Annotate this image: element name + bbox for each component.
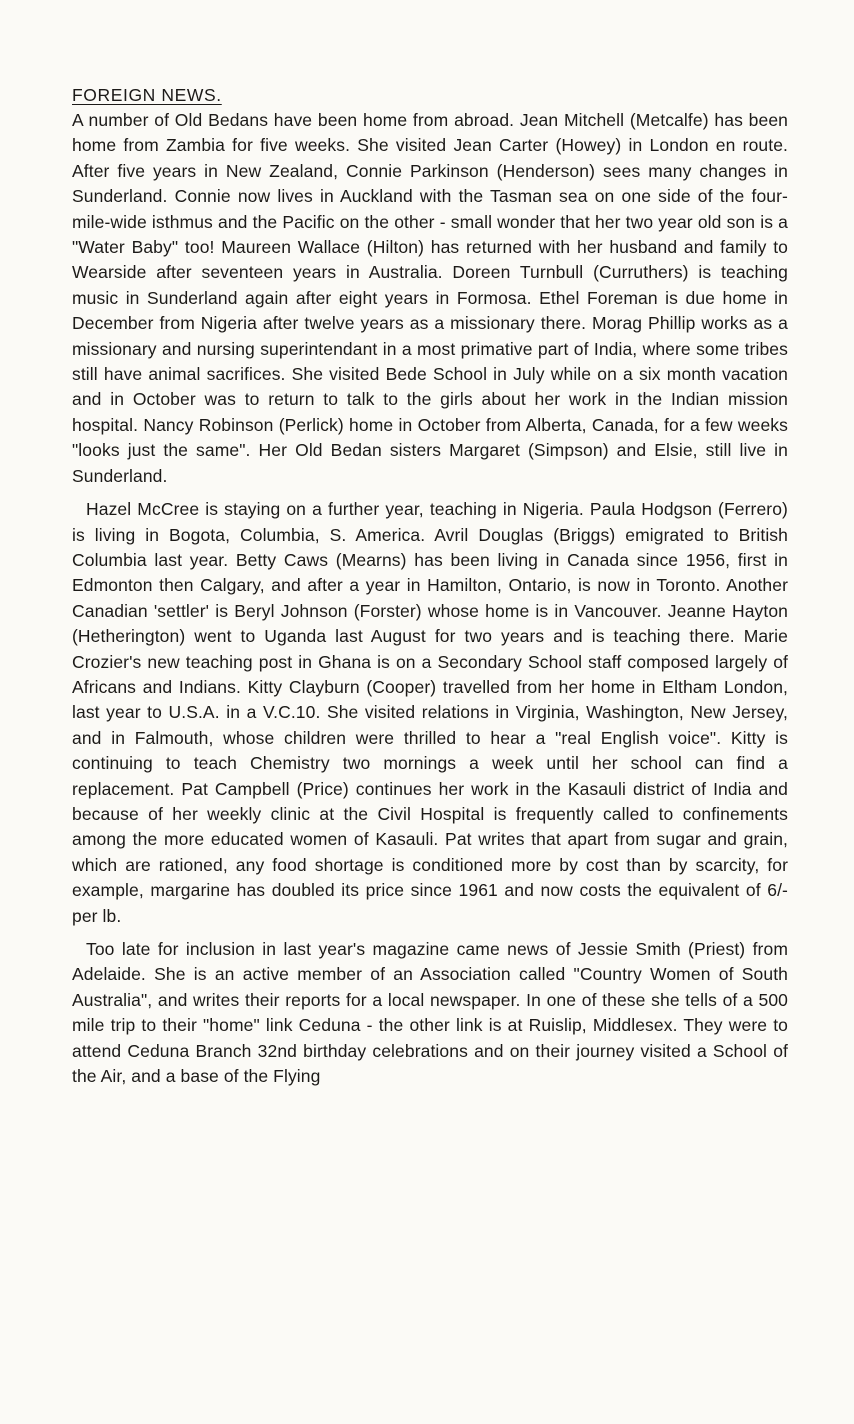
paragraph-old-bedans-home: A number of Old Bedans have been home from abroad. Jean Mitchell (Metcalfe) has been home from Zambia for five weeks. She visited Jean Carter (Howey) in London en route. After five years in New Zealand, Connie Parkinson (Henderson) sees many changes in Sunderland. Connie now lives in Auckland with the Tasman sea on one side of the four-mile-wide isthmus and the Pacific on the other - small wonder that her two year old son is a "Water Baby" too! Maureen Wallace (Hilton) has returned with her husband and family to Wearside after seventeen years in Australia. Doreen Turnbull (Curruthers) is teaching music in Sunderland again after eight years in Formosa. Ethel Foreman is due home in December from Nigeria after twelve years as a missionary there. Morag Phillip works as a missionary and nursing superintendant in a most primative part of India, where some tribes still have animal sacrifices. She visited Bede School in July while on a six month vacation and in October was to return to talk to the girls about her work in the Indian mission hospital. Nancy Robinson (Perlick) home in October from Alberta, Canada, for a few weeks "looks just the same". Her Old Bedan sisters Margaret (Simpson) and Elsie, still live in Sunderland. — [72, 110, 788, 486]
paragraph-jessie-smith: Too late for inclusion in last year's magazine came news of Jessie Smith (Priest) from Adelaide. She is an active member of an Association called "Country Women of South Australia", and writes their reports for a local newspaper. In one of these she tells of a 500 mile trip to their "home" link Ceduna - the other link is at Ruislip, Middlesex. They were to attend Ceduna Branch 32nd birthday celebrations and on their journey visited a School of the Air, and a base of the Flying — [72, 939, 788, 1087]
section-heading: FOREIGN NEWS. — [72, 85, 222, 105]
paragraph-abroad-news: Hazel McCree is staying on a further year, teaching in Nigeria. Paula Hodgson (Ferrero) is living in Bogota, Columbia, S. America. Avril Douglas (Briggs) emigrated to British Columbia last year. Betty Caws (Mearns) has been living in Canada since 1956, first in Edmonton then Calgary, and after a year in Hamilton, Ontario, is now in Toronto. Another Canadian 'settler' is Beryl Johnson (Forster) whose home is in Vancouver. Jeanne Hayton (Hetherington) went to Uganda last August for two years and is teaching there. Marie Crozier's new teaching post in Ghana is on a Secondary School staff composed largely of Africans and Indians. Kitty Clayburn (Cooper) travelled from her home in Eltham London, last year to U.S.A. in a V.C.10. She visited relations in Virginia, Washington, New Jersey, and in Falmouth, whose children were thrilled to hear a "real English voice". Kitty is continuing to teach Chemistry two mornings a week until her school can find a replacement. Pat Campbell (Price) continues her work in the Kasauli district of India and because of her weekly clinic at the Civil Hospital is frequently called to confinements among the more educated women of Kasauli. Pat writes that apart from sugar and grain, which are rationed, any food shortage is conditioned more by cost than by scarcity, for example, margarine has doubled its price since 1961 and now costs the equivalent of 6/- per lb. — [72, 499, 788, 926]
